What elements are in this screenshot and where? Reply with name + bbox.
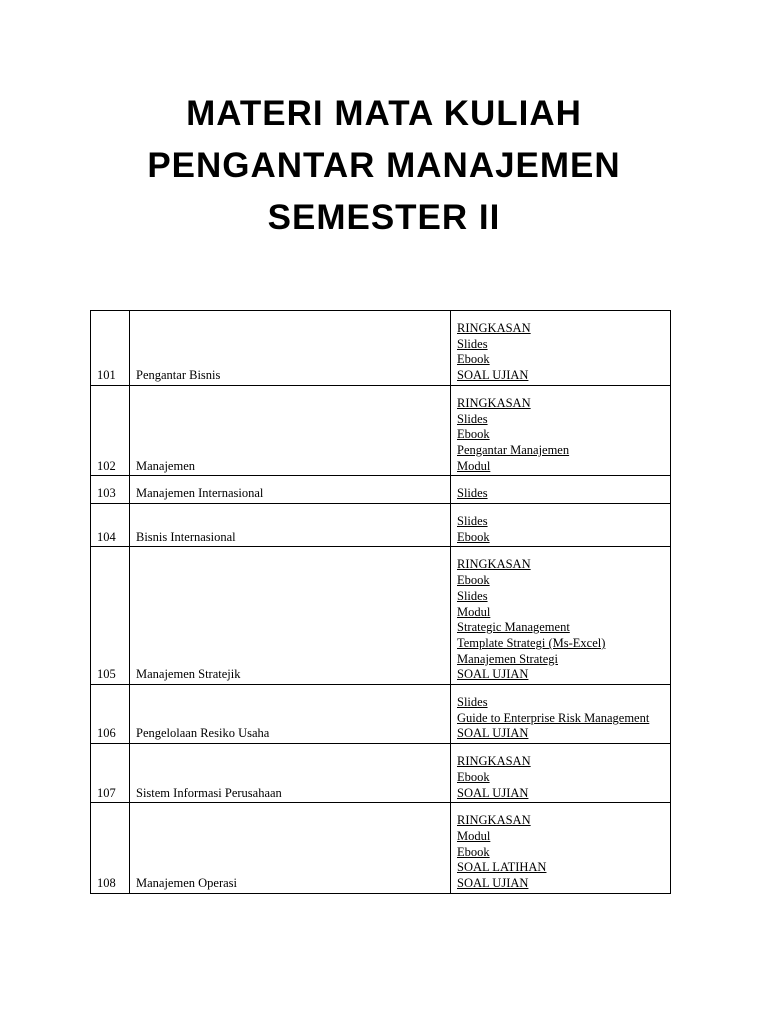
course-row — [91, 476, 671, 504]
course-code: 106 — [91, 685, 130, 744]
course-row — [91, 311, 671, 386]
material-link[interactable]: Modul — [457, 828, 491, 843]
course-code: 103 — [91, 476, 130, 504]
course-row — [91, 547, 671, 685]
course-links — [451, 311, 671, 386]
course-row — [91, 744, 671, 803]
course-name: Manajemen — [130, 385, 451, 476]
material-link[interactable]: Ebook — [457, 769, 490, 784]
material-link[interactable]: Slides — [457, 336, 488, 351]
course-name: Manajemen Operasi — [130, 803, 451, 894]
course-links — [451, 504, 671, 547]
material-link[interactable]: Slides — [457, 588, 488, 603]
material-link[interactable]: RINGKASAN — [457, 395, 531, 410]
material-link[interactable]: Guide to Enterprise Risk Management — [457, 710, 650, 725]
course-code: 107 — [91, 744, 130, 803]
course-links — [451, 385, 671, 476]
material-link[interactable]: SOAL UJIAN — [457, 876, 529, 891]
material-link[interactable]: SOAL UJIAN — [457, 368, 529, 383]
material-link[interactable]: RINGKASAN — [457, 557, 531, 572]
material-link[interactable]: Manajemen Strategi — [457, 651, 559, 666]
material-link[interactable]: Template Strategi (Ms-Excel) — [457, 635, 606, 650]
material-link[interactable]: SOAL LATIHAN — [457, 860, 547, 875]
material-link[interactable]: RINGKASAN — [457, 321, 531, 335]
course-row — [91, 504, 671, 547]
material-link[interactable]: Modul — [457, 458, 491, 473]
course-row — [91, 685, 671, 744]
material-link[interactable]: Strategic Management — [457, 620, 570, 635]
material-link[interactable]: SOAL UJIAN — [457, 667, 529, 682]
material-link[interactable]: Slides — [457, 486, 488, 501]
title-line-2: PENGANTAR MANAJEMEN — [147, 146, 621, 185]
course-name: Pengantar Bisnis — [130, 311, 451, 386]
title-line-1: MATERI MATA KULIAH — [186, 94, 582, 133]
course-name: Pengelolaan Resiko Usaha — [130, 685, 451, 744]
course-code: 108 — [91, 803, 130, 894]
course-code: 104 — [91, 504, 130, 547]
material-link[interactable]: Pengantar Manajemen — [457, 442, 570, 457]
page-title — [0, 88, 768, 244]
material-link[interactable]: Ebook — [457, 427, 490, 442]
course-name: Sistem Informasi Perusahaan — [130, 744, 451, 803]
course-links — [451, 547, 671, 685]
course-code: 101 — [91, 311, 130, 386]
material-link[interactable]: Ebook — [457, 529, 490, 544]
course-name: Bisnis Internasional — [130, 504, 451, 547]
material-link[interactable]: RINGKASAN — [457, 813, 531, 828]
course-links — [451, 744, 671, 803]
course-links — [451, 803, 671, 894]
course-name: Manajemen Stratejik — [130, 547, 451, 685]
course-table-body — [91, 311, 671, 894]
course-row — [91, 803, 671, 894]
material-link[interactable]: SOAL UJIAN — [457, 785, 529, 800]
material-link[interactable]: Slides — [457, 411, 488, 426]
material-link[interactable]: Slides — [457, 695, 488, 710]
title-line-3: SEMESTER II — [267, 198, 501, 237]
course-code: 105 — [91, 547, 130, 685]
material-link[interactable]: Slides — [457, 514, 488, 529]
course-name: Manajemen Internasional — [130, 476, 451, 504]
course-links — [451, 476, 671, 504]
material-link[interactable]: Ebook — [457, 352, 490, 367]
material-link[interactable]: Ebook — [457, 573, 490, 588]
course-row — [91, 385, 671, 476]
course-links — [451, 685, 671, 744]
material-link[interactable]: Modul — [457, 604, 491, 619]
material-link[interactable]: SOAL UJIAN — [457, 726, 529, 741]
material-link[interactable]: Ebook — [457, 844, 490, 859]
course-table — [90, 310, 671, 894]
course-code: 102 — [91, 385, 130, 476]
material-link[interactable]: RINGKASAN — [457, 754, 531, 769]
